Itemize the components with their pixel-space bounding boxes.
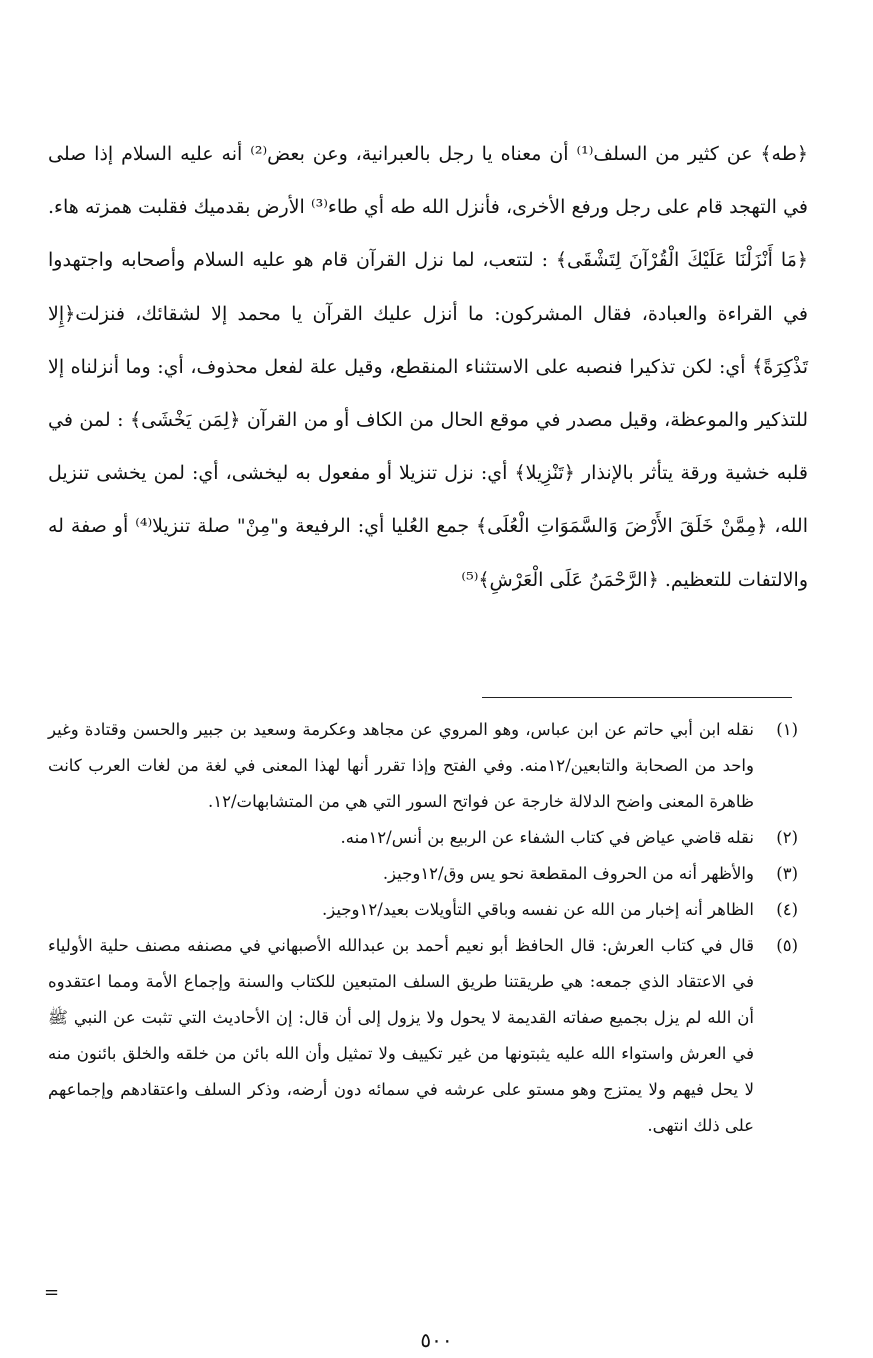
footnote-number: (٣) xyxy=(776,864,798,883)
footnote-5 xyxy=(48,928,798,1144)
page-number: ٥٠٠ xyxy=(420,1328,453,1352)
footnote-number: (٢) xyxy=(776,828,798,847)
footnote-3 xyxy=(48,856,798,892)
main-paragraph: ﴿طه﴾ عن كثير من السلف⁽¹⁾ أن معناه يا رجل بالعبرانية، وعن بعض⁽²⁾ أنه عليه السلام إذا صلى في التهجد قام على رجل ورفع الأخرى، فأنزل الله طه أي طاء⁽³⁾ الأرض بقدميك فقلبت همزته هاء. ﴿مَا أَنْزَلْنَا عَلَيْكَ الْقُرْآنَ لِتَشْقَى﴾ : لتتعب، لما نزل القرآن قام هو عليه السلام وأصحابه واجتهدوا في القراءة والعبادة، فقال المشركون: ما أنزل عليك القرآن يا محمد إلا لشقائك، فنزلت﴿إِلا تَذْكِرَةً﴾ أي: لكن تذكيرا فنصبه على الاستثناء المنقطع، وقيل علة لفعل محذوف، أي: وما أنزلناه إلا للتذكير والموعظة، وقيل مصدر في موقع الحال من الكاف أو من القرآن ﴿لِمَن يَخْشَى﴾ : لمن في قلبه خشية ورقة يتأثر بالإنذار ﴿تَنْزِيلا﴾ أي: نزل تنزيلا أو مفعول به ليخشى، أي: لمن يخشى تنزيل الله، ﴿مِمَّنْ خَلَقَ الأَرْضَ وَالسَّمَوَاتِ الْعُلَى﴾ جمع العُليا أي: الرفيعة و"مِنْ" صلة تنزيلا⁽⁴⁾ أو صفة له والالتفات للتعظيم. ﴿الرَّحْمَنُ عَلَى الْعَرْشِ﴾⁽⁵⁾ xyxy=(48,143,809,591)
main-text-block xyxy=(48,128,808,607)
footnote-text: الظاهر أنه إخبار من الله عن نفسه وباقي التأويلات بعيد/١٢وجيز. xyxy=(322,900,754,919)
footnote-divider xyxy=(482,697,792,698)
footnote-text: نقله قاضي عياض في كتاب الشفاء عن الربيع بن أنس/١٢منه. xyxy=(340,828,754,847)
footnote-number: (٤) xyxy=(776,900,798,919)
footnote-number: (١) xyxy=(776,720,798,739)
footnote-number: (٥) xyxy=(776,936,798,955)
footnote-text: نقله ابن أبي حاتم عن ابن عباس، وهو المروي عن مجاهد وعكرمة وسعيد بن جبير والحسن وقتادة وغير واحد من الصحابة والتابعين/١٢منه. وفي الفتح وإذا تقرر أنها لهذا المعنى في لغة من لغات العرب كانت ظاهرة المعنى واضح الدلالة خارجة عن فواتح السور التي هي من المتشابهات/١٢. xyxy=(48,720,754,811)
footnote-text: والأظهر أنه من الحروف المقطعة نحو يس وق/١٢وجيز. xyxy=(382,864,754,883)
footnote-4 xyxy=(48,892,798,928)
footnote-2 xyxy=(48,820,798,856)
footnotes xyxy=(48,712,798,1144)
footnote-text: قال في كتاب العرش: قال الحافظ أبو نعيم أحمد بن عبدالله الأصبهاني في مصنفه مصنف حلية الأولياء في الاعتقاد الذي جمعه: هي طريقتنا طريق السلف المتبعين للكتاب والسنة وإجماع الأمة ومما اعتقدوه أن الله لم يزل بجميع صفاته القديمة لا يحول ولا يزول إلى أن قال: إن الأحاديث التي تثبت عن النبي ﷺ في العرش واستواء الله عليه يثبتونها من غير تكييف ولا تمثيل وأن الله بائن من خلقه والخلق بائنون منه لا يحل فيهم ولا يمتزج وهو مستو على عرشه في سمائه دون أرضه، وذكر السلف واعتقادهم وإجماعهم على ذلك انتهى. xyxy=(48,936,754,1135)
continuation-mark: = xyxy=(44,1282,60,1303)
footnote-1 xyxy=(48,712,798,820)
